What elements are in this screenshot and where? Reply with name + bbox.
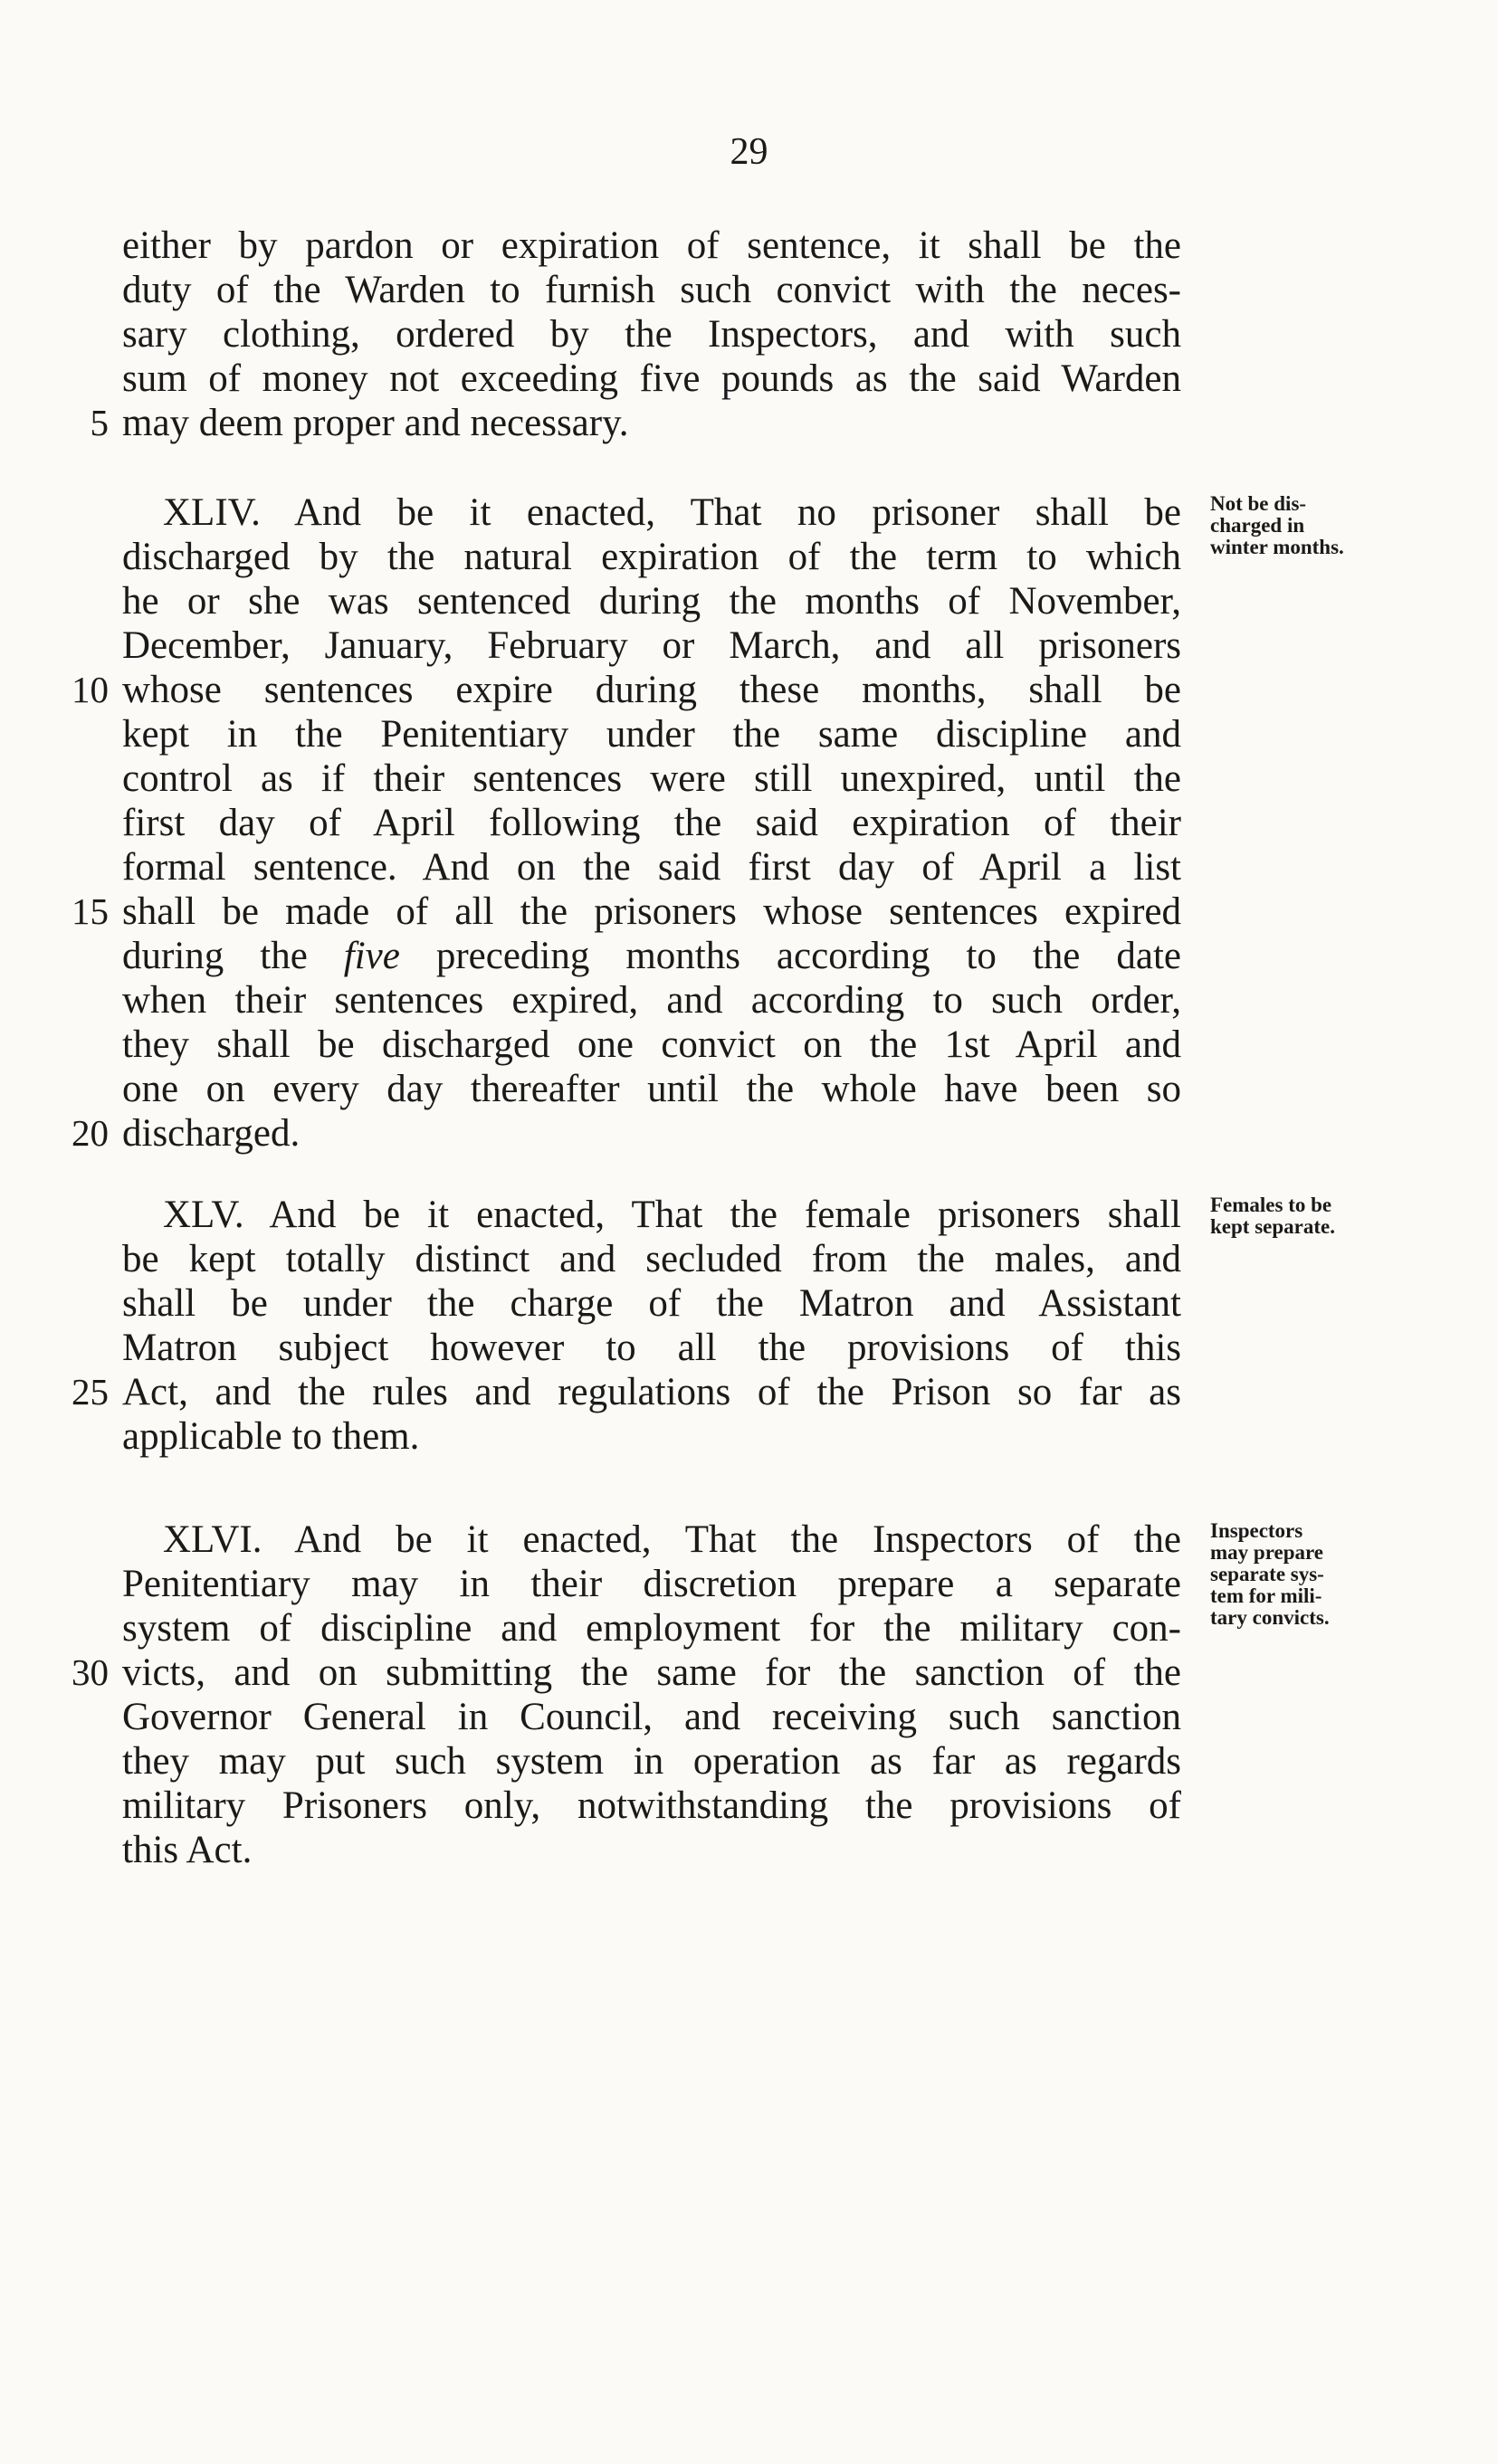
- text-line: [122, 845, 1181, 890]
- line-text: they shall be discharged one convict on the 1st April and: [122, 1023, 1181, 1066]
- line-number: 20: [72, 1112, 109, 1154]
- line-text: may deem proper and necessary.: [122, 402, 629, 444]
- margin-note: [1210, 1520, 1382, 1629]
- line-text: formal sentence. And on the said first day of April a list: [122, 846, 1181, 889]
- line-text: shall be under the charge of the Matron and Assistant: [122, 1282, 1181, 1325]
- text-line: [122, 579, 1181, 623]
- text-line: [122, 224, 1181, 268]
- text-line: [122, 1739, 1181, 1784]
- text-line: [122, 1111, 1181, 1156]
- margin-note-line: Inspectors: [1210, 1519, 1303, 1542]
- line-text: applicable to them.: [122, 1415, 420, 1458]
- margin-note: [1210, 1194, 1382, 1238]
- text-line: [122, 1695, 1181, 1739]
- line-text: XLVI. And be it enacted, That the Inspectors of the: [163, 1518, 1181, 1561]
- text-line: [122, 357, 1181, 401]
- line-text: system of discipline and employment for the military con-: [122, 1607, 1181, 1650]
- margin-note-line: tem for mili-: [1210, 1584, 1322, 1607]
- line-text: when their sentences expired, and according to such order,: [122, 979, 1181, 1022]
- text-line: [122, 1281, 1181, 1326]
- margin-note-line: Not be dis-: [1210, 492, 1307, 515]
- text-line: [122, 1023, 1181, 1067]
- margin-note-line: tary convicts.: [1210, 1606, 1330, 1629]
- text-line: [122, 1606, 1181, 1651]
- text-line: [122, 623, 1181, 668]
- text-line: [122, 712, 1181, 756]
- margin-note-line: Females to be: [1210, 1194, 1332, 1216]
- margin-note-line: charged in: [1210, 514, 1305, 537]
- text-line: [163, 1193, 1181, 1237]
- margin-note: [1210, 493, 1382, 558]
- line-text: XLV. And be it enacted, That the female prisoners shall: [163, 1194, 1181, 1236]
- text-line: [122, 312, 1181, 357]
- line-text: discharged by the natural expiration of the term to which: [122, 536, 1181, 578]
- line-text: Act, and the rules and regulations of the Prison so far as: [122, 1371, 1181, 1413]
- text-line: [163, 490, 1181, 535]
- line-text: either by pardon or expiration of sentence, it shall be the: [122, 224, 1181, 267]
- line-text-rest: preceding months according to the date: [435, 935, 1181, 977]
- text-line: [122, 535, 1181, 579]
- text-line: [122, 934, 1181, 978]
- text-line: [122, 1370, 1181, 1414]
- line-text: XLIV. And be it enacted, That no prisoner shall be: [163, 491, 1181, 534]
- line-text: shall be made of all the prisoners whose sentences expired: [122, 890, 1181, 933]
- line-text: be kept totally distinct and secluded from the males, and: [122, 1238, 1181, 1280]
- margin-note-line: separate sys-: [1210, 1563, 1324, 1585]
- text-line: [122, 1828, 1181, 1872]
- line-text: sary clothing, ordered by the Inspectors, and with such: [122, 313, 1181, 356]
- line-text: control as if their sentences were still unexpired, until the: [122, 757, 1181, 800]
- page-number: 29: [730, 131, 768, 173]
- line-number: 15: [72, 890, 109, 932]
- line-text: they may put such system in operation as far as regards: [122, 1740, 1181, 1783]
- line-text: this Act.: [122, 1829, 253, 1871]
- line-text: Penitentiary may in their discretion prepare a separate: [122, 1563, 1181, 1605]
- line-number: 30: [72, 1651, 109, 1693]
- text-line: [122, 1326, 1181, 1370]
- text-line: [122, 1651, 1181, 1695]
- line-text: one on every day thereafter until the whole have been so: [122, 1068, 1181, 1110]
- line-text: victs, and on submitting the same for the sanction of the: [122, 1651, 1181, 1694]
- line-text: during the: [122, 935, 308, 977]
- text-line: [122, 1414, 1181, 1459]
- line-text: kept in the Penitentiary under the same discipline and: [122, 713, 1181, 756]
- line-text: Governor General in Council, and receiving such sanction: [122, 1696, 1181, 1738]
- text-line: [122, 978, 1181, 1023]
- text-line: [122, 801, 1181, 845]
- line-text: Matron subject however to all the provisions of this: [122, 1327, 1181, 1369]
- text-line: [163, 1517, 1181, 1562]
- line-text: military Prisoners only, notwithstanding the provisions of: [122, 1784, 1181, 1827]
- text-line: [122, 1784, 1181, 1828]
- text-line: [122, 401, 1181, 445]
- line-text: he or she was sentenced during the months of November,: [122, 580, 1181, 623]
- text-line: [122, 756, 1181, 801]
- margin-note-line: winter months.: [1210, 536, 1344, 558]
- line-text: duty of the Warden to furnish such convict with the neces-: [122, 269, 1181, 311]
- line-number: 25: [72, 1371, 109, 1413]
- text-line: [122, 1067, 1181, 1111]
- line-text: first day of April following the said expiration of their: [122, 802, 1181, 844]
- line-number: 5: [90, 402, 109, 443]
- margin-note-line: may prepare: [1210, 1541, 1323, 1564]
- line-text: December, January, February or March, and all prisoners: [122, 624, 1181, 667]
- line-text: sum of money not exceeding five pounds as the said Warden: [122, 357, 1181, 400]
- emphasis-text: five: [343, 935, 400, 977]
- line-text: whose sentences expire during these months, shall be: [122, 669, 1181, 711]
- text-line: [122, 268, 1181, 312]
- margin-note-line: kept separate.: [1210, 1215, 1335, 1238]
- text-line: [122, 668, 1181, 712]
- text-line: [122, 890, 1181, 934]
- text-line: [122, 1562, 1181, 1606]
- text-line: [122, 1237, 1181, 1281]
- line-number: 10: [72, 669, 109, 710]
- line-text: discharged.: [122, 1112, 301, 1155]
